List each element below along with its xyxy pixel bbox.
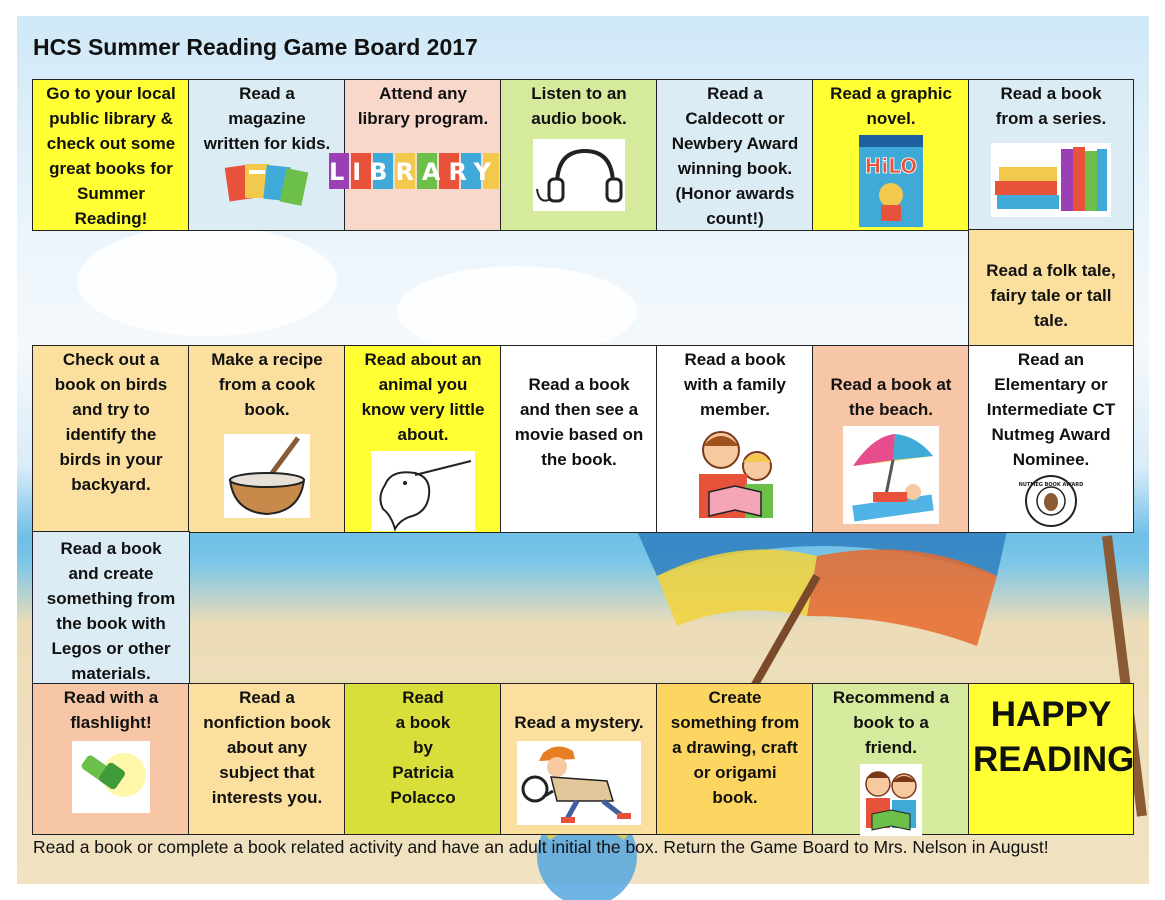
square-text: Read a book from a series. xyxy=(995,84,1107,128)
square-library-program[interactable] xyxy=(328,79,502,231)
narwhal-icon xyxy=(371,451,475,531)
square-text: Attend any library program. xyxy=(357,84,489,128)
instructions-footer: Read a book or complete a book related activity and have an adult initial the box. Return the Game Board to Mrs. Nelson in August! xyxy=(33,837,1049,857)
square-graphic-novel[interactable] xyxy=(812,79,970,231)
square-text: Read a graphic novel. xyxy=(830,84,952,128)
square-text: Read a magazine written for kids. xyxy=(203,84,331,153)
square-text: Read a book by Patricia Polacco xyxy=(390,688,456,807)
mixing-bowl-icon xyxy=(224,434,310,518)
library-sign-text: LIBRARY xyxy=(328,158,500,186)
square-text: Read with a flashlight! xyxy=(63,688,159,732)
square-create[interactable] xyxy=(656,683,814,835)
kids-reading-icon xyxy=(860,764,922,836)
square-text: Make a recipe from a cook book. xyxy=(211,350,323,419)
flashlight-icon xyxy=(72,741,150,813)
square-library[interactable] xyxy=(32,79,190,231)
square-nonfiction[interactable] xyxy=(188,683,346,835)
square-text: Listen to an audio book. xyxy=(531,84,627,128)
square-text: Read a book and create something from the book with Legos or other materials. xyxy=(46,539,176,683)
square-audio-book[interactable] xyxy=(500,79,658,231)
book-stack-icon xyxy=(991,143,1111,217)
square-magazine[interactable] xyxy=(188,79,346,231)
library-sign-icon xyxy=(327,149,501,193)
square-recommend[interactable] xyxy=(812,683,970,835)
square-text: Recommend a book to a friend. xyxy=(832,688,950,757)
graphic-novel-cover-icon xyxy=(859,135,923,227)
nutmeg-seal-icon xyxy=(1018,474,1084,528)
magazines-icon xyxy=(225,160,309,214)
nutmeg-seal-text: NUTMEG BOOK AWARD xyxy=(1018,482,1084,488)
square-recipe[interactable] xyxy=(188,345,346,533)
beach-reader-icon xyxy=(843,426,939,524)
square-text: Read a mystery. xyxy=(514,713,644,732)
square-nutmeg[interactable] xyxy=(968,345,1134,533)
square-text: Read a book and then see a movie based on the book. xyxy=(514,375,644,469)
square-text: Read a Caldecott or Newbery Award winning book. (Honor awards count!) xyxy=(671,84,799,228)
square-beach[interactable] xyxy=(812,345,970,533)
square-legos[interactable] xyxy=(32,531,190,685)
square-happy-reading[interactable] xyxy=(968,683,1134,835)
square-movie[interactable] xyxy=(500,345,658,533)
square-text: Read a folk tale, fairy tale or tall tale. xyxy=(986,261,1116,330)
family-reading-icon xyxy=(685,426,785,522)
square-birds[interactable] xyxy=(32,345,190,533)
square-polacco[interactable] xyxy=(344,683,502,835)
square-text: Check out a book on birds and try to identify the birds in your backyard. xyxy=(54,350,168,494)
headphones-icon xyxy=(533,139,625,211)
square-text: Read a book with a family member. xyxy=(683,350,787,419)
square-text: Read a book at the beach. xyxy=(830,375,952,419)
square-flashlight[interactable] xyxy=(32,683,190,835)
square-folk-tale[interactable] xyxy=(968,229,1134,347)
detective-icon xyxy=(517,741,641,825)
square-mystery[interactable] xyxy=(500,683,658,835)
square-family[interactable] xyxy=(656,345,814,533)
square-text: Read about an animal you know very little about. xyxy=(361,350,485,444)
page-title: HCS Summer Reading Game Board 2017 xyxy=(33,34,478,60)
square-text: Go to your local public library & check out some great books for Summer Reading! xyxy=(46,84,176,228)
square-award-book[interactable] xyxy=(656,79,814,231)
square-series[interactable] xyxy=(968,79,1134,231)
square-text: Create something from a drawing, craft or origami book. xyxy=(670,688,800,807)
square-text: Read a nonfiction book about any subject that interests you. xyxy=(203,688,331,807)
graphic-novel-title: HiLO xyxy=(864,154,918,178)
square-animal[interactable] xyxy=(344,345,502,533)
square-text: Read an Elementary or Intermediate CT Nutmeg Award Nominee. xyxy=(986,350,1116,469)
happy-reading-text: HAPPY READING xyxy=(973,695,1135,779)
